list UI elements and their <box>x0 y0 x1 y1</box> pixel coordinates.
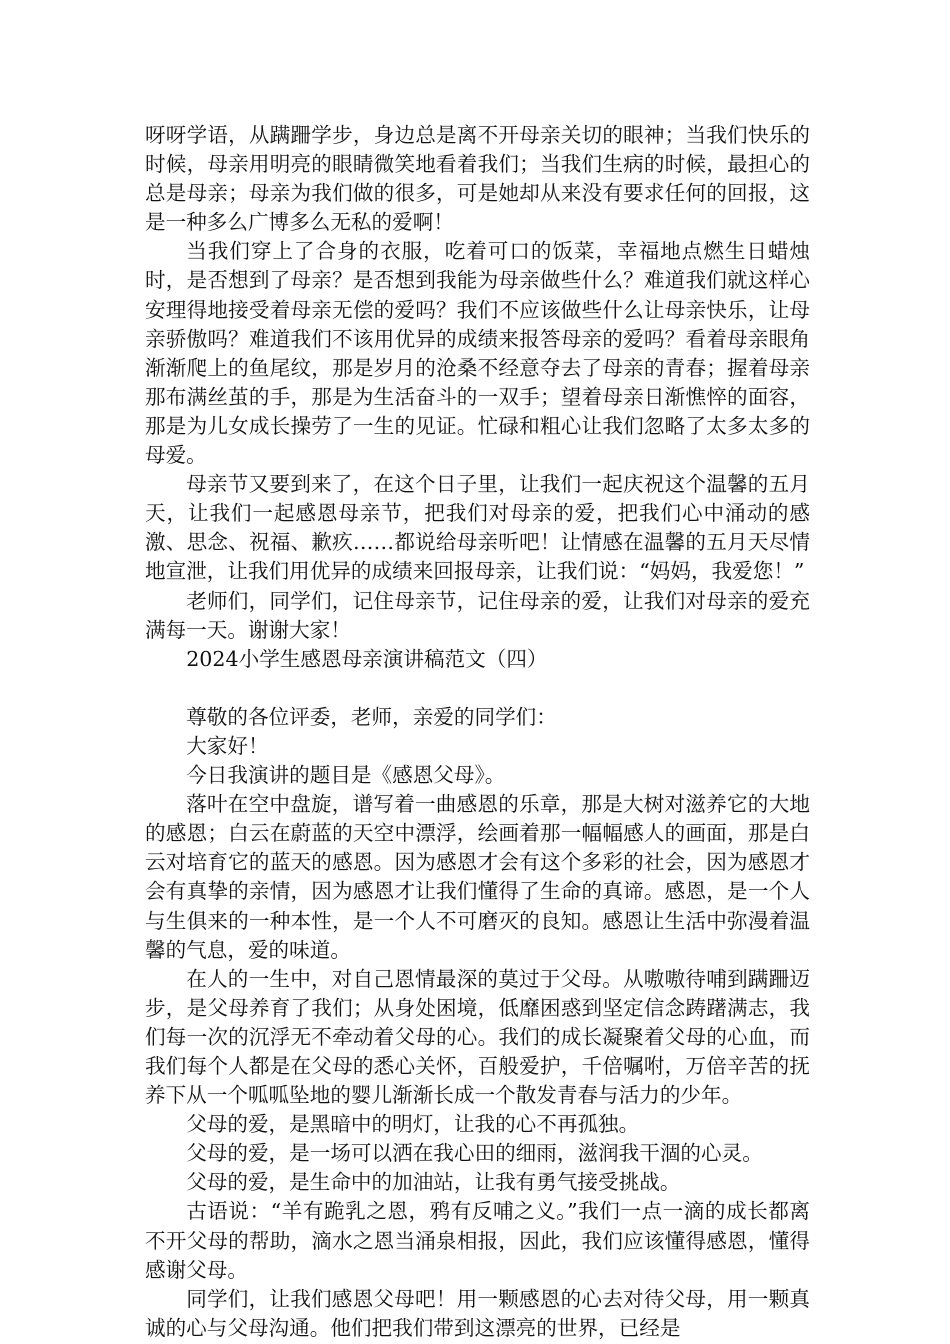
paragraph: 母亲节又要到来了，在这个日子里，让我们一起庆祝这个温馨的五月天，让我们一起感恩母亲节，把我们对母亲的爱，把我们心中涌动的感激、思念、祝福、歉疚……都说给母亲听吧！让情感在温馨的五月天尽情地宣泄，让我们用优异的成绩来回报母亲，让我们说：“妈妈，我爱您！” <box>145 472 810 584</box>
blank-line <box>145 674 810 703</box>
paragraph: 在人的一生中，对自己恩情最深的莫过于父母。从嗷嗷待哺到蹒跚迈步，是父母养育了我们；从身处困境，低靡困惑到坚定信念踌躇满志，我们每一次的沉浮无不牵动着父母的心。我们的成长凝聚着父母的心血，而我们每个人都是在父母的悉心关怀，百般爱护，千倍嘱咐，万倍辛苦的抚养下从一个呱呱坠地的婴儿渐渐长成一个散发青春与活力的少年。 <box>145 966 810 1108</box>
paragraph: 古语说：“羊有跪乳之恩，鸦有反哺之义。”我们一点一滴的成长都离不开父母的帮助，滴水之恩当涌泉相报，因此，我们应该懂得感恩，懂得感谢父母。 <box>145 1199 810 1282</box>
paragraph: 当我们穿上了合身的衣服，吃着可口的饭菜，幸福地点燃生日蜡烛时，是否想到了母亲？是否想到我能为母亲做些什么？难道我们就这样心安理得地接受着母亲无偿的爱吗？我们不应该做些什么让母亲快乐，让母亲骄傲吗？难道我们不该用优异的成绩来报答母亲的爱吗？看着母亲眼角渐渐爬上的鱼尾纹，那是岁月的沧桑不经意夺去了母亲的青春；握着母亲那布满丝茧的手，那是为生活奋斗的一双手；望着母亲日渐憔悴的面容，那是为儿女成长操劳了一生的见证。忙碌和粗心让我们忽略了太多太多的母爱。 <box>145 239 810 468</box>
paragraph: 父母的爱，是黑暗中的明灯，让我的心不再孤独。 <box>186 1112 640 1137</box>
paragraph: 落叶在空中盘旋，谱写着一曲感恩的乐章，那是大树对滋养它的大地的感恩；白云在蔚蓝的天空中漂浮，绘画着那一幅幅感人的画面，那是白云对培育它的蓝天的感恩。因为感恩才会有这个多彩的社会，因为感恩才会有真挚的亲情，因为感恩才让我们懂得了生命的真谛。感恩，是一个人与生俱来的一种本性，是一个人不可磨灭的良知。感恩让生活中弥漫着温馨的气息，爱的味道。 <box>145 792 810 962</box>
paragraph: 同学们，让我们感恩父母吧！用一颗感恩的心去对待父母，用一颗真诚的心与父母沟通。他们把我们带到这漂亮的世界，已经是 <box>145 1286 810 1340</box>
section-title: 2024小学生感恩母亲演讲稿范文（四） <box>186 646 548 671</box>
salutation: 尊敬的各位评委，老师，亲爱的同学们： <box>186 704 557 729</box>
paragraph: 老师们，同学们，记住母亲节，记住母亲的爱，让我们对母亲的爱充满每一天。谢谢大家！ <box>145 588 810 642</box>
speech-topic: 今日我演讲的题目是《感恩父母》。 <box>186 763 506 788</box>
paragraph: 父母的爱，是生命中的加油站，让我有勇气接受挑战。 <box>186 1170 681 1195</box>
paragraph: 父母的爱，是一场可以洒在我心田的细雨，滋润我干涸的心灵。 <box>186 1141 763 1166</box>
document-body <box>145 121 810 1343</box>
greeting: 大家好！ <box>186 733 269 758</box>
paragraph: 呀呀学语，从蹒跚学步，身边总是离不开母亲关切的眼神；当我们快乐的时候，母亲用明亮的眼睛微笑地看着我们；当我们生病的时候，最担心的总是母亲；母亲为我们做的很多，可是她却从来没有要求任何的回报，这是一种多么广博多么无私的爱啊！ <box>145 123 810 235</box>
